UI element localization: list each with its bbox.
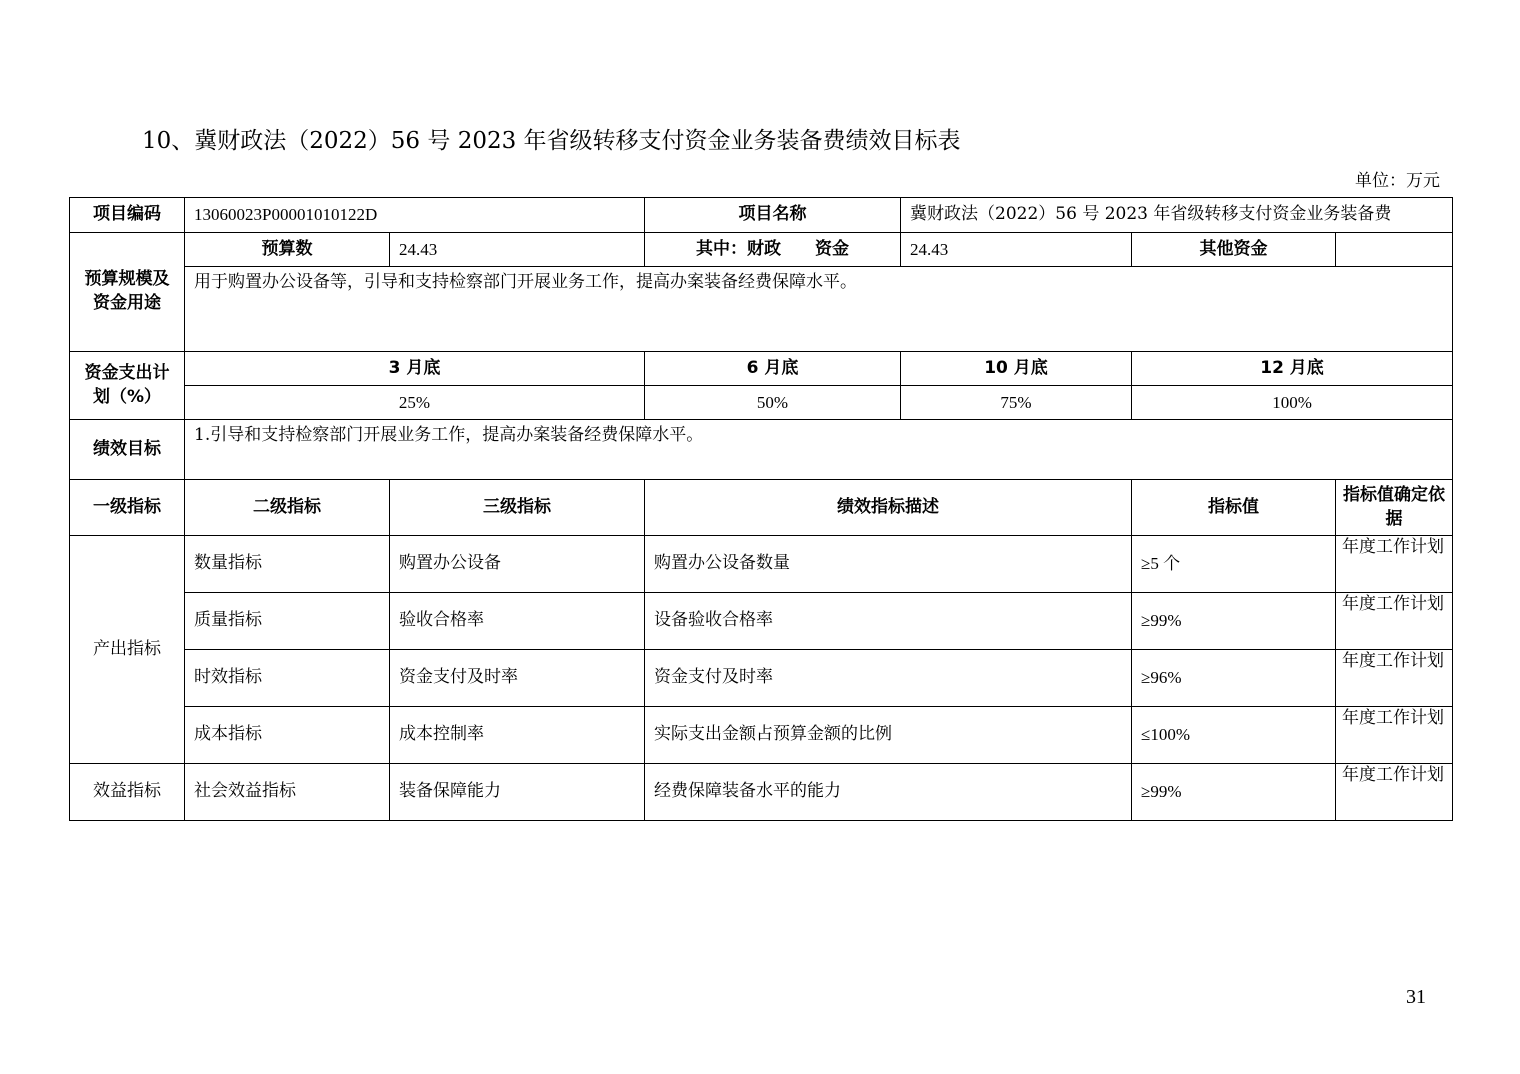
unit-label: 单位：万元 — [1355, 171, 1440, 191]
level2-cell: 成本指标 — [185, 707, 390, 764]
project-code: 13060023P00001010122D — [185, 198, 645, 233]
plan-value-march: 25% — [185, 386, 645, 420]
basis-cell: 年度工作计划 — [1336, 764, 1453, 821]
level2-cell: 时效指标 — [185, 650, 390, 707]
project-name: 冀财政法（2022）56 号 2023 年省级转移支付资金业务装备费 — [901, 198, 1453, 233]
project-name-label: 项目名称 — [645, 198, 901, 233]
page-number: 31 — [1406, 986, 1426, 1008]
description-cell: 资金支付及时率 — [645, 650, 1132, 707]
value-cell: ≥99% — [1132, 764, 1336, 821]
basis-cell: 年度工作计划 — [1336, 536, 1453, 593]
table-row — [70, 764, 1453, 821]
value-cell: ≥96% — [1132, 650, 1336, 707]
plan-header-june: 6 月底 — [645, 352, 901, 386]
performance-goal-label: 绩效目标 — [70, 420, 185, 480]
header-level3: 三级指标 — [390, 480, 645, 536]
spending-plan-label: 资金支出计划（%） — [70, 352, 185, 420]
level3-cell: 资金支付及时率 — [390, 650, 645, 707]
budget-amount: 24.43 — [390, 233, 645, 267]
project-code-label: 项目编码 — [70, 198, 185, 233]
indicator-header-row — [70, 480, 1453, 536]
header-value: 指标值 — [1132, 480, 1336, 536]
plan-header-march: 3 月底 — [185, 352, 645, 386]
table-row — [70, 707, 1453, 764]
table-row — [70, 650, 1453, 707]
table-row — [70, 593, 1453, 650]
value-cell: ≥99% — [1132, 593, 1336, 650]
basis-cell: 年度工作计划 — [1336, 707, 1453, 764]
budget-usage-row — [70, 267, 1453, 352]
basis-cell: 年度工作计划 — [1336, 650, 1453, 707]
level3-cell: 验收合格率 — [390, 593, 645, 650]
header-level2: 二级指标 — [185, 480, 390, 536]
value-cell: ≥5 个 — [1132, 536, 1336, 593]
fiscal-funds-label: 其中：财政 资金 — [645, 233, 901, 267]
page-title: 10、冀财政法（2022）56 号 2023 年省级转移支付资金业务装备费绩效目标表 — [142, 128, 961, 154]
level3-cell: 成本控制率 — [390, 707, 645, 764]
other-funds — [1336, 233, 1453, 267]
fiscal-funds: 24.43 — [901, 233, 1132, 267]
plan-header-december: 12 月底 — [1132, 352, 1453, 386]
other-funds-label: 其他资金 — [1132, 233, 1336, 267]
performance-goal-text: 1.引导和支持检察部门开展业务工作，提高办案装备经费保障水平。 — [185, 420, 1453, 480]
description-cell: 实际支出金额占预算金额的比例 — [645, 707, 1132, 764]
goal-row — [70, 420, 1453, 480]
performance-target-table — [69, 197, 1453, 821]
budget-amount-label: 预算数 — [185, 233, 390, 267]
description-cell: 设备验收合格率 — [645, 593, 1132, 650]
project-row — [70, 198, 1453, 233]
header-level1: 一级指标 — [70, 480, 185, 536]
basis-cell: 年度工作计划 — [1336, 593, 1453, 650]
plan-value-december: 100% — [1132, 386, 1453, 420]
table-row — [70, 536, 1453, 593]
level1-benefit-indicators: 效益指标 — [70, 764, 185, 821]
plan-value-october: 75% — [901, 386, 1132, 420]
value-cell: ≤100% — [1132, 707, 1336, 764]
description-cell: 经费保障装备水平的能力 — [645, 764, 1132, 821]
description-cell: 购置办公设备数量 — [645, 536, 1132, 593]
budget-usage: 用于购置办公设备等，引导和支持检察部门开展业务工作，提高办案装备经费保障水平。 — [185, 267, 1453, 352]
plan-header-row — [70, 352, 1453, 386]
plan-values-row — [70, 386, 1453, 420]
level2-cell: 质量指标 — [185, 593, 390, 650]
level3-cell: 购置办公设备 — [390, 536, 645, 593]
budget-amount-row — [70, 233, 1453, 267]
header-description: 绩效指标描述 — [645, 480, 1132, 536]
budget-section-label: 预算规模及资金用途 — [70, 233, 185, 352]
level2-cell: 社会效益指标 — [185, 764, 390, 821]
plan-value-june: 50% — [645, 386, 901, 420]
level2-cell: 数量指标 — [185, 536, 390, 593]
level1-output-indicators: 产出指标 — [70, 536, 185, 764]
level3-cell: 装备保障能力 — [390, 764, 645, 821]
header-basis: 指标值确定依据 — [1336, 480, 1453, 536]
plan-header-october: 10 月底 — [901, 352, 1132, 386]
